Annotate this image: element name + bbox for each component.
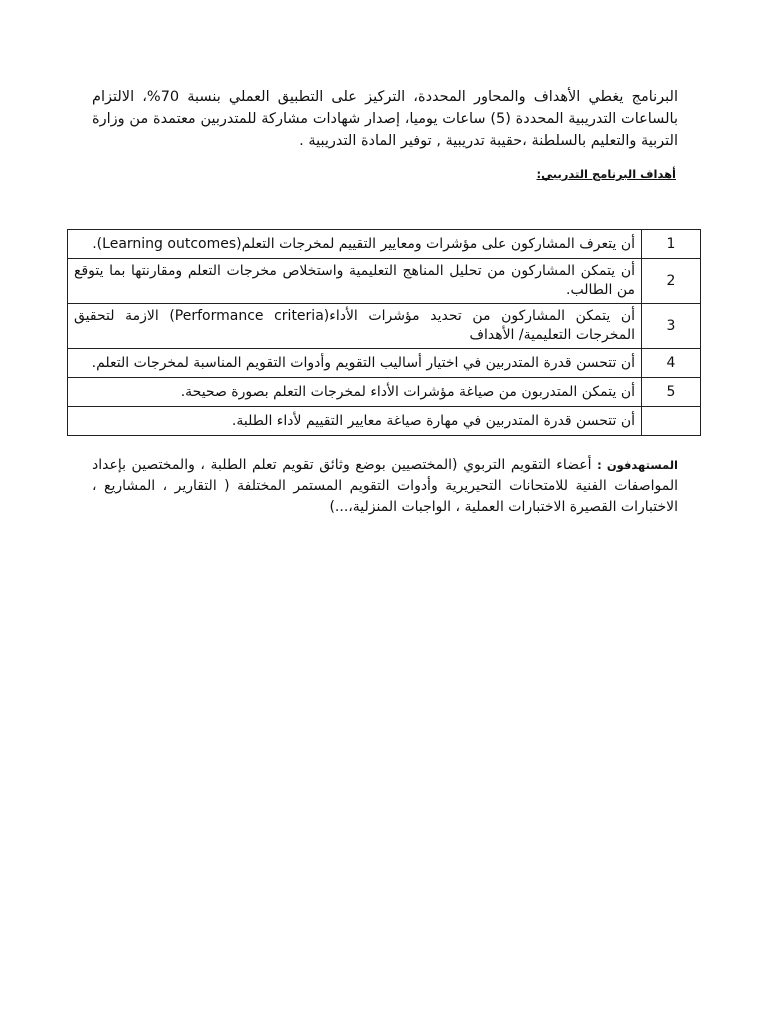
table-row [68, 259, 701, 304]
objectives-table [67, 229, 701, 436]
objective-number [642, 407, 701, 436]
intro-paragraph [92, 86, 678, 152]
objective-text: أن يتعرف المشاركون على مؤشرات ومعايير التقييم لمخرجات التعلم(Learning outcomes). [68, 230, 642, 259]
objective-text: أن يتمكن المشاركون من تحليل المناهج التعليمية واستخلاص مخرجات التعلم ومقارنتها بما يتوقع من الطالب. [68, 259, 642, 304]
objective-number: 3 [642, 304, 701, 349]
target-audience-text: أعضاء التقويم التربوي (المختصيين بوضع وثائق تقويم تعلم الطلبة ، والمختصين بإعداد المواصفات الفنية للامتحانات التحيريرية وأدوات التقويم المستمر المختلفة ( التقارير ، المشاريع ، الاختبارات القصيرة الاختبارات العملية ، الواجبات المنزلية،...) [92, 457, 678, 515]
objective-number: 4 [642, 349, 701, 378]
objective-number: 1 [642, 230, 701, 259]
objectives-heading: أهداف البرنامج التدريبي: [536, 167, 676, 181]
objective-number: 2 [642, 259, 701, 304]
objective-number: 5 [642, 378, 701, 407]
objective-text: أن يتمكن المشاركون من تحديد مؤشرات الأداء(Performance criteria) الازمة لتحقيق المخرجات التعليمية/ الأهداف [68, 304, 642, 349]
table-row [68, 378, 701, 407]
table-row [68, 304, 701, 349]
table-row [68, 407, 701, 436]
objective-text: أن تتحسن قدرة المتدربين في مهارة صياغة معايير التقييم لأداء الطلبة. [68, 407, 642, 436]
intro-text: البرنامج يغطي الأهداف والمحاور المحددة، التركيز على التطبيق العملي بنسبة 70%، الالتزام بالساعات التدريبية المحددة (5) ساعات يوميا، إصدار شهادات مشاركة للمتدربين معتمدة من وزارة التربية والتعليم بالسلطنة ،حقيبة تدريبية , توفير المادة التدريبية . [92, 89, 678, 149]
table-row [68, 349, 701, 378]
objective-text: أن يتمكن المتدربون من صياغة مؤشرات الأداء لمخرجات التعلم بصورة صحيحة. [68, 378, 642, 407]
target-audience-label: المستهدفون : [597, 458, 678, 472]
target-audience-paragraph [92, 455, 678, 518]
table-row [68, 230, 701, 259]
objective-text: أن تتحسن قدرة المتدربين في اختيار أساليب التقويم وأدوات التقويم المناسبة لمخرجات التعلم. [68, 349, 642, 378]
